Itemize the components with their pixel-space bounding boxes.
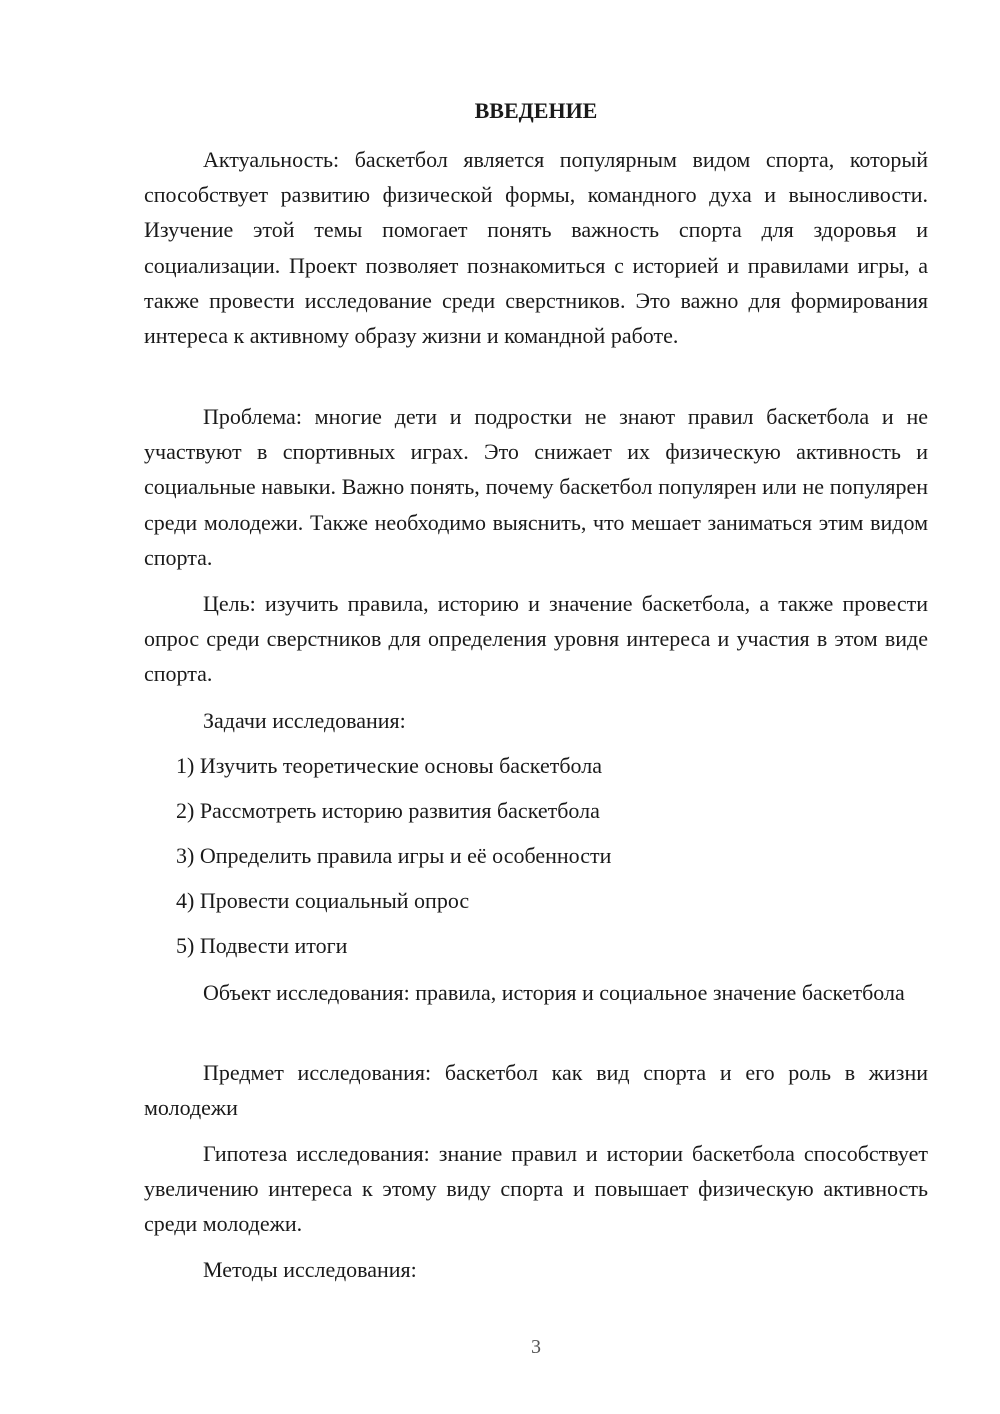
task-item-1: 1) Изучить теоретические основы баскетбола xyxy=(176,753,602,778)
task-item-5: 5) Подвести итоги xyxy=(176,933,348,958)
methods-heading: Методы исследования: xyxy=(203,1257,417,1282)
object-paragraph: Объект исследования: правила, история и социальное значение баскетбола xyxy=(203,980,905,1005)
task-item-4: 4) Провести социальный опрос xyxy=(176,888,470,913)
page-title: ВВЕДЕНИЕ xyxy=(474,98,598,123)
task-item-2: 2) Рассмотреть историю развития баскетбола xyxy=(176,798,600,823)
page-number: 3 xyxy=(531,1336,541,1358)
task-item-3: 3) Определить правила игры и её особенности xyxy=(176,843,612,868)
tasks-heading: Задачи исследования: xyxy=(203,708,406,733)
hypothesis-paragraph: Гипотеза исследования: знание правил и истории баскетбола способствует увеличению интереса к этому виду спорта и повышает физическую активность среди молодежи. xyxy=(144,1141,928,1237)
problem-paragraph: Проблема: многие дети и подростки не знают правил баскетбола и не участвуют в спортивных играх. Это снижает их физическую активность и социальные навыки. Важно понять, почему баскетбол популярен или не популярен среди молодежи. Также необходимо выяснить, что мешает заниматься этим видом спорта. xyxy=(144,404,928,570)
subject-paragraph: Предмет исследования: баскетбол как вид спорта и его роль в жизни молодежи xyxy=(144,1060,928,1121)
goal-paragraph: Цель: изучить правила, историю и значение баскетбола, а также провести опрос среди сверстников для определения уровня интереса и участия в этом виде спорта. xyxy=(144,591,928,687)
relevance-paragraph: Актуальность: баскетбол является популярным видом спорта, который способствует развитию физической формы, командного духа и выносливости. Изучение этой темы помогает понять важность спорта для здоровья и социализации. Проект позволяет познакомиться с историей и правилами игры, а также провести исследование среди сверстников. Это важно для формирования интереса к активному образу жизни и командной работе. xyxy=(144,147,928,349)
